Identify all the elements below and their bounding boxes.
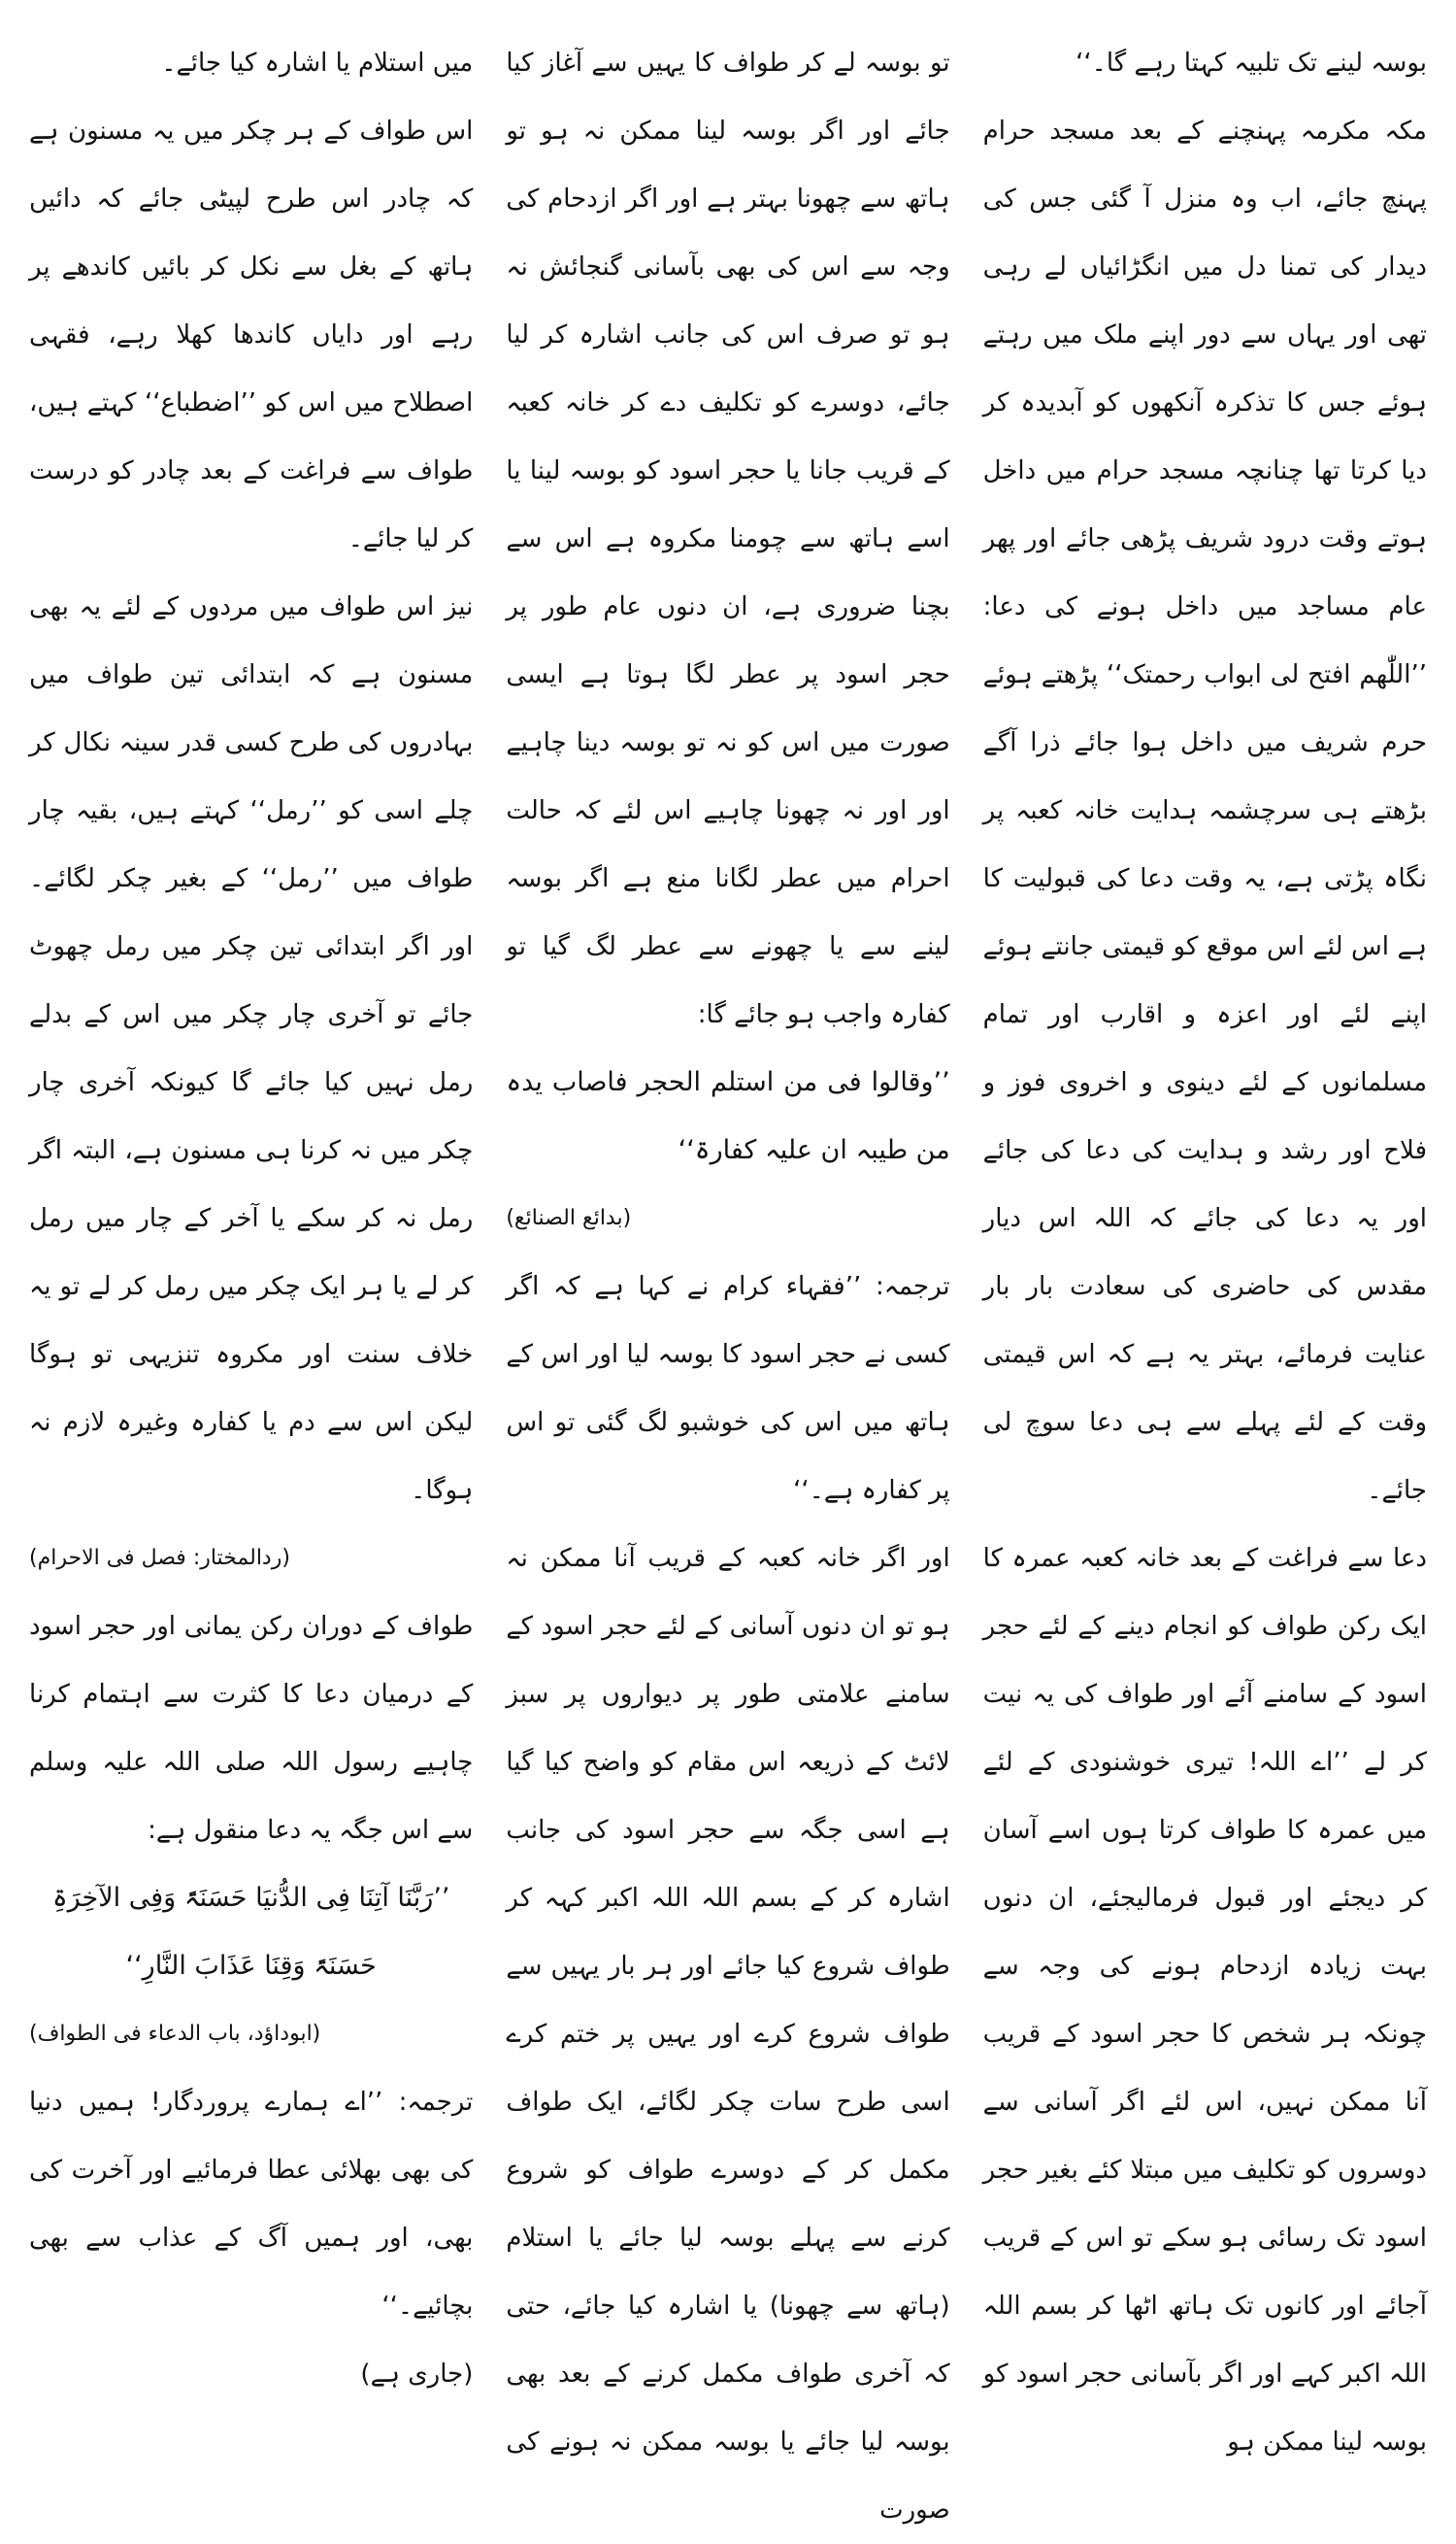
citation: (بدائع الصنائع) <box>506 1206 632 1230</box>
column-right <box>982 29 1428 2457</box>
dua-text: ’’رَبَّنَا آتِنَا فِی الدُّنیَا حَسَنَۃً وَفِی الآخِرَۃِ حَسَنَۃً وَقِنَا عَذَابَ النَّارِ‘‘ <box>51 1883 450 1981</box>
paragraph: دعا سے فراغت کے بعد خانہ کعبہ عمرہ کا ایک رکن طواف کو انجام دینے کے لئے حجر اسود کے سامنے آئے اور طواف کی یہ نیت کر لے ’’اے اللہ! تیری خوشنودی کے لئے میں عمرہ کا طواف کرتا ہوں اسے آسان کر دیجئے اور قبول فرمالیجئے، ان دنوں بہت زیادہ ازدحام ہونے کی وجہ سے چونکہ ہر شخص کا حجر اسود کے قریب آنا ممکن نہیں، اس لئے اگر آسانی سے دوسروں کو تکلیف میں مبتلا کئے بغیر حجر اسود تک رسائی ہو سکے تو اس کے قریب آجائے اور کانوں تک ہاتھ اٹھا کر بسم اللہ اللہ اکبر کہے اور اگر بآسانی حجر اسود کو بوسہ لینا ممکن ہو <box>982 1544 1428 2457</box>
paragraph: اور اگر خانہ کعبہ کے قریب آنا ممکن نہ ہو تو ان دنوں آسانی کے لئے حجر اسود کے سامنے علامتی طور پر دیواروں پر سبز لائٹ کے ذریعہ اس مقام کو واضح کیا گیا ہے اسی جگہ سے حجر اسود کی جانب اشارہ کر کے بسم اللہ اللہ اکبر کہہ کر طواف شروع کیا جائے اور ہر بار یہیں سے طواف شروع کرے اور یہیں پر ختم کرے اسی طرح سات چکر لگائے، ایک طواف مکمل کر کے دوسرے طواف کو شروع کرنے سے پہلے بوسہ لیا جائے یا استلام (ہاتھ سے چھونا) یا اشارہ کیا جائے، حتی کہ آخری طواف مکمل کرنے کے بعد بھی بوسہ لیا جائے یا بوسہ ممکن نہ ہونے کی صورت <box>506 1544 950 2525</box>
paragraph: تو بوسہ لے کر طواف کا یہیں سے آغاز کیا جائے اور اگر بوسہ لینا ممکن نہ ہو تو ہاتھ سے چھونا بہتر ہے اور اگر ازدحام کی وجہ سے اس کی بھی بآسانی گنجائش نہ ہو تو صرف اس کی جانب اشارہ کر لیا جائے، دوسرے کو تکلیف دے کر خانہ کعبہ کے قریب جانا یا حجر اسود کو بوسہ لینا یا اسے ہاتھ سے چومنا مکروہ ہے اس سے بچنا ضروری ہے، ان دنوں عام طور پر حجر اسود پر عطر لگا ہوتا ہے ایسی صورت میں اس کو نہ تو بوسہ دینا چاہیے اور اور نہ چھونا چاہیے اس لئے کہ حالت احرام میں عطر لگانا منع ہے اگر بوسہ لینے سے یا چھونے سے عطر لگ گیا تو کفارہ واجب ہو جائے گا: <box>506 49 950 1029</box>
citation: (ابوداؤد، باب الدعاء فی الطواف) <box>29 2022 321 2046</box>
columns <box>29 29 1428 2525</box>
paragraph: نیز اس طواف میں مردوں کے لئے یہ بھی مسنون ہے کہ ابتدائی تین طواف میں بہادروں کی طرح کسی قدر سینہ نکال کر چلے اسی کو ’’رمل‘‘ کہتے ہیں، بقیہ چار طواف میں ’’رمل‘‘ کے بغیر چکر لگائے۔ اور اگر ابتدائی تین چکر میں رمل چھوٹ جائے تو آخری چار چکر میں اس کے بدلے رمل نہیں کیا جائے گا کیونکہ آخری چار چکر میں نہ کرنا ہی مسنون ہے، البتہ اگر رمل نہ کر سکے یا آخر کے چار میں رمل کر لے یا ہر ایک چکر میں رمل کر لے تو یہ خلاف سنت اور مکروہ تنزیہی تو ہوگا لیکن اس سے دم یا کفارہ وغیرہ لازم نہ ہوگا۔ <box>29 592 474 1505</box>
continued-note: (جاری ہے) <box>360 2360 474 2389</box>
column-left <box>29 29 474 2389</box>
paragraph: میں استلام یا اشارہ کیا جائے۔ <box>161 49 474 78</box>
translation: ترجمہ: ’’فقہاء کرام نے کہا ہے کہ اگر کسی نے حجر اسود کا بوسہ لیا اور اس کے ہاتھ میں اس کی خوشبو لگ گئی تو اس پر کفارہ ہے۔‘‘ <box>506 1272 950 1505</box>
paragraph: مکہ مکرمہ پہنچنے کے بعد مسجد حرام پہنچ جائے، اب وہ منزل آ گئی جس کی دیدار کی تمنا دل میں انگڑائیاں لے رہی تھی اور یہاں سے دور اپنے ملک میں رہتے ہوئے جس کا تذکرہ آنکھوں کو آبدیدہ کر دیا کرتا تھا چنانچہ مسجد حرام میں داخل ہوتے وقت درود شریف پڑھی جائے اور پھر عام مساجد میں داخل ہونے کی دعا: ’’اللّٰھم افتح لی ابواب رحمتک‘‘ پڑھتے ہوئے حرم شریف میں داخل ہوا جائے ذرا آگے بڑھتے ہی سرچشمہ ہدایت خانہ کعبہ پر نگاہ پڑتی ہے، یہ وقت دعا کی قبولیت کا ہے اس لئے اس موقع کو قیمتی جانتے ہوئے اپنے لئے اور اعزہ و اقارب اور تمام مسلمانوں کے لئے دینوی و اخروی فوز و فلاح اور رشد و ہدایت کی دعا کی جائے اور یہ دعا کی جائے کہ اللہ اس دیار مقدس کی حاضری کی سعادت بار بار عنایت فرمائے، بہتر یہ ہے کہ اس قیمتی وقت کے لئے پہلے سے ہی دعا سوچ لی جائے۔ <box>982 117 1427 1505</box>
paragraph: طواف کے دوران رکن یمانی اور حجر اسود کے درمیان دعا کا کثرت سے اہتمام کرنا چاہیے رسول اللہ صلی اللہ علیہ وسلم سے اس جگہ یہ دعا منقول ہے: <box>29 1612 474 1845</box>
column-middle <box>506 29 950 2525</box>
arabic-quote: ’’وقالوا فی من استلم الحجر فاصاب یدہ من طیبہ ان علیہ کفارۃ‘‘ <box>506 1067 950 1165</box>
translation: ترجمہ: ’’اے ہمارے پروردگار! ہمیں دنیا کی بھی بھلائی عطا فرمائیے اور آخرت کی بھی، اور ہمیں آگ کے عذاب سے بھی بچائیے۔‘‘ <box>29 2088 474 2321</box>
citation: (ردالمختار: فصل فی الاحرام) <box>29 1546 290 1570</box>
paragraph: بوسہ لینے تک تلبیہ کہتا رہے گا۔‘‘ <box>1075 49 1427 78</box>
paragraph: اس طواف کے ہر چکر میں یہ مسنون ہے کہ چادر اس طرح لپیٹی جائے کہ دائیں ہاتھ کے بغل سے نکل کر بائیں کاندھے پر رہے اور دایاں کاندھا کھلا رہے، فقہی اصطلاح میں اس کو ’’اضطباع‘‘ کہتے ہیں، طواف سے فراغت کے بعد چادر کو درست کر لیا جائے۔ <box>29 117 474 553</box>
